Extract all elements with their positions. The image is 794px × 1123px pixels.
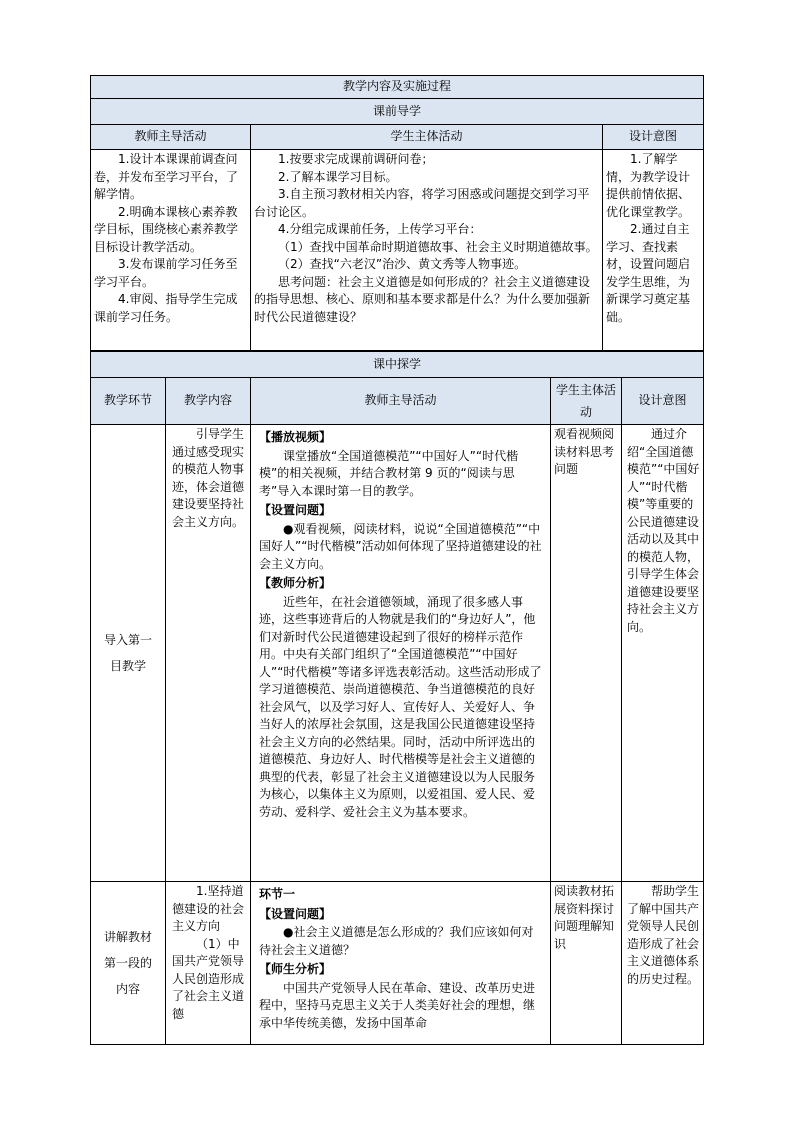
header-teacher-activity: 教师主导活动: [251, 378, 551, 425]
play-video-text: 课堂播放“全国道德模范”“中国好人”“时代楷模”的相关视频，并结合教材第 9 页的“阅读与思考”导入本课时第一目的教学。: [259, 448, 519, 498]
content-intro-text: 引导学生通过感受现实的模范人物事迹，体会道德建设要坚持社会主义方向。: [172, 427, 245, 529]
pre-student-item: 4.分组完成课前任务，上传学习平台：: [278, 222, 482, 236]
teacher-activity-explain: [251, 882, 551, 1045]
tag-set-question: 【设置问题】: [259, 503, 332, 517]
teacher-analysis-text: 近些年，在社会道德领域，涌现了很多感人事迹，这些事迹背后的人物就是我们的“身边好人”，他们对新时代公民道德建设起到了很好的榜样示范作用。中央有关部门组织了“全国道德模范”“中国好人”“时代楷模”等诸多评选表彰活动。这些活动形成了学习道德模范、崇尚道德模范、争当道德模范的良好社会风气，以及学习好人、宣传好人、关爱好人、争当好人的浓厚社会氛围，这是我国公民道德建设坚持社会主义方向的必然结果。同时，活动中所评选出的道德模范、身边好人、时代楷模等是社会主义道德的典型的代表，彰显了社会主义道德建设以为人民服务为核心，以集体主义为原则，以爱祖国、爱人民、爱劳动、爱科学、爱社会主义为基本要求。: [259, 594, 542, 819]
pre-teacher-cell: [91, 150, 251, 351]
content-explain: [166, 882, 251, 1045]
pre-student-item: （2）查找“六老汉”治沙、黄文秀等人物事迹。: [278, 257, 527, 271]
stage-explain: 讲解教材第一段的内容: [91, 882, 166, 1045]
pre-class-table: [90, 75, 704, 351]
tag-joint-analysis: 【师生分析】: [259, 962, 332, 976]
in-class-section-title: 课中探学: [91, 352, 704, 378]
set-question-text: ●社会主义道德是怎么形成的？我们应该如何对待社会主义道德？: [259, 925, 534, 957]
header-content: 教学内容: [166, 378, 251, 425]
pre-teacher-item: 3.发布课前学习任务至学习平台。: [94, 257, 238, 289]
pre-student-item: 2.了解本课学习目标。: [278, 169, 398, 184]
pre-student-item: （1）查找中国革命时期道德故事、社会主义时期道德故事。: [278, 239, 598, 254]
header-design-intent: 设计意图: [603, 125, 704, 150]
teacher-activity-intro: [251, 425, 551, 882]
pre-student-item: 1.按要求完成课前调研问卷；: [278, 152, 434, 166]
pre-intent-item: 2.通过自主学习、查找素材，设置问题启发学生思维，为新课学习奠定基础。: [606, 222, 691, 324]
content-intro: [166, 425, 251, 882]
student-activity-intro: 观看视频阅读材料思考问题: [551, 425, 622, 882]
pre-student-cell: [251, 150, 603, 351]
header-stage: 教学环节: [91, 378, 166, 425]
step-label: 环节一: [259, 887, 296, 901]
content-explain-point: 1.坚持道德建设的社会主义方向: [172, 884, 245, 933]
stage-intro: 导入第一目教学: [91, 425, 166, 882]
header-design-intent: 设计意图: [622, 378, 704, 425]
header-student-activity: 学生主体活动: [251, 125, 603, 150]
content-explain-subpoint: （1）中国共产党领导人民创造形成了社会主义道德: [172, 936, 245, 1021]
pre-student-question: 思考问题：社会主义道德是如何形成的？社会主义道德建设的指导思想、核心、原则和基本要求都是什么？为什么要加强新时代公民道德建设？: [254, 274, 591, 324]
pre-teacher-item: 4.审阅、指导学生完成课前学习任务。: [94, 292, 238, 324]
tag-set-question: 【设置问题】: [259, 906, 332, 921]
pre-class-section-title: 课前导学: [91, 99, 704, 125]
pre-teacher-item: 2.明确本课核心素养教学目标，围绕核心素养教学目标设计教学活动。: [94, 204, 239, 254]
pre-intent-cell: [603, 150, 704, 351]
pre-teacher-item: 1.设计本课课前调查问卷，并发布至学习平台，了解学情。: [94, 152, 239, 201]
header-teacher-activity: 教师主导活动: [91, 125, 251, 150]
in-class-table: [90, 351, 704, 1045]
process-title: 教学内容及实施过程: [91, 76, 704, 99]
intent-explain-text: 帮助学生了解中国共产党领导人民创造形成了社会主义道德体系的历史过程。: [627, 884, 700, 986]
tag-teacher-analysis: 【教师分析】: [259, 576, 332, 590]
set-question-text: ●观看视频，阅读材料，说说“全国道德模范”“中国好人”“时代楷模”活动如何体现了坚持道德建设的社会主义方向。: [259, 521, 542, 571]
tag-play-video: 【播放视频】: [259, 430, 332, 444]
pre-student-item: 3.自主预习教材相关内容，将学习困惑或问题提交到学习平台讨论区。: [254, 187, 590, 219]
joint-analysis-text: 中国共产党领导人民在革命、建设、改革历史进程中，坚持马克思主义关于人类美好社会的理想，继承中华传统美德，发扬中国革命: [259, 980, 536, 1030]
intent-intro: [622, 425, 704, 882]
intent-intro-text: 通过介绍“全国道德模范”“中国好人”“时代楷模”等重要的公民道德建设活动以及其中的模范人物，引导学生体会道德建设要坚持社会主义方向。: [627, 427, 700, 634]
header-student-activity: 学生主体活动: [551, 378, 622, 425]
student-activity-explain: 阅读教材拓展资料探讨问题理解知识: [551, 882, 622, 1045]
pre-intent-item: 1.了解学情，为教学设计提供前情依据、优化课堂教学。: [606, 152, 691, 219]
intent-explain: [622, 882, 704, 1045]
